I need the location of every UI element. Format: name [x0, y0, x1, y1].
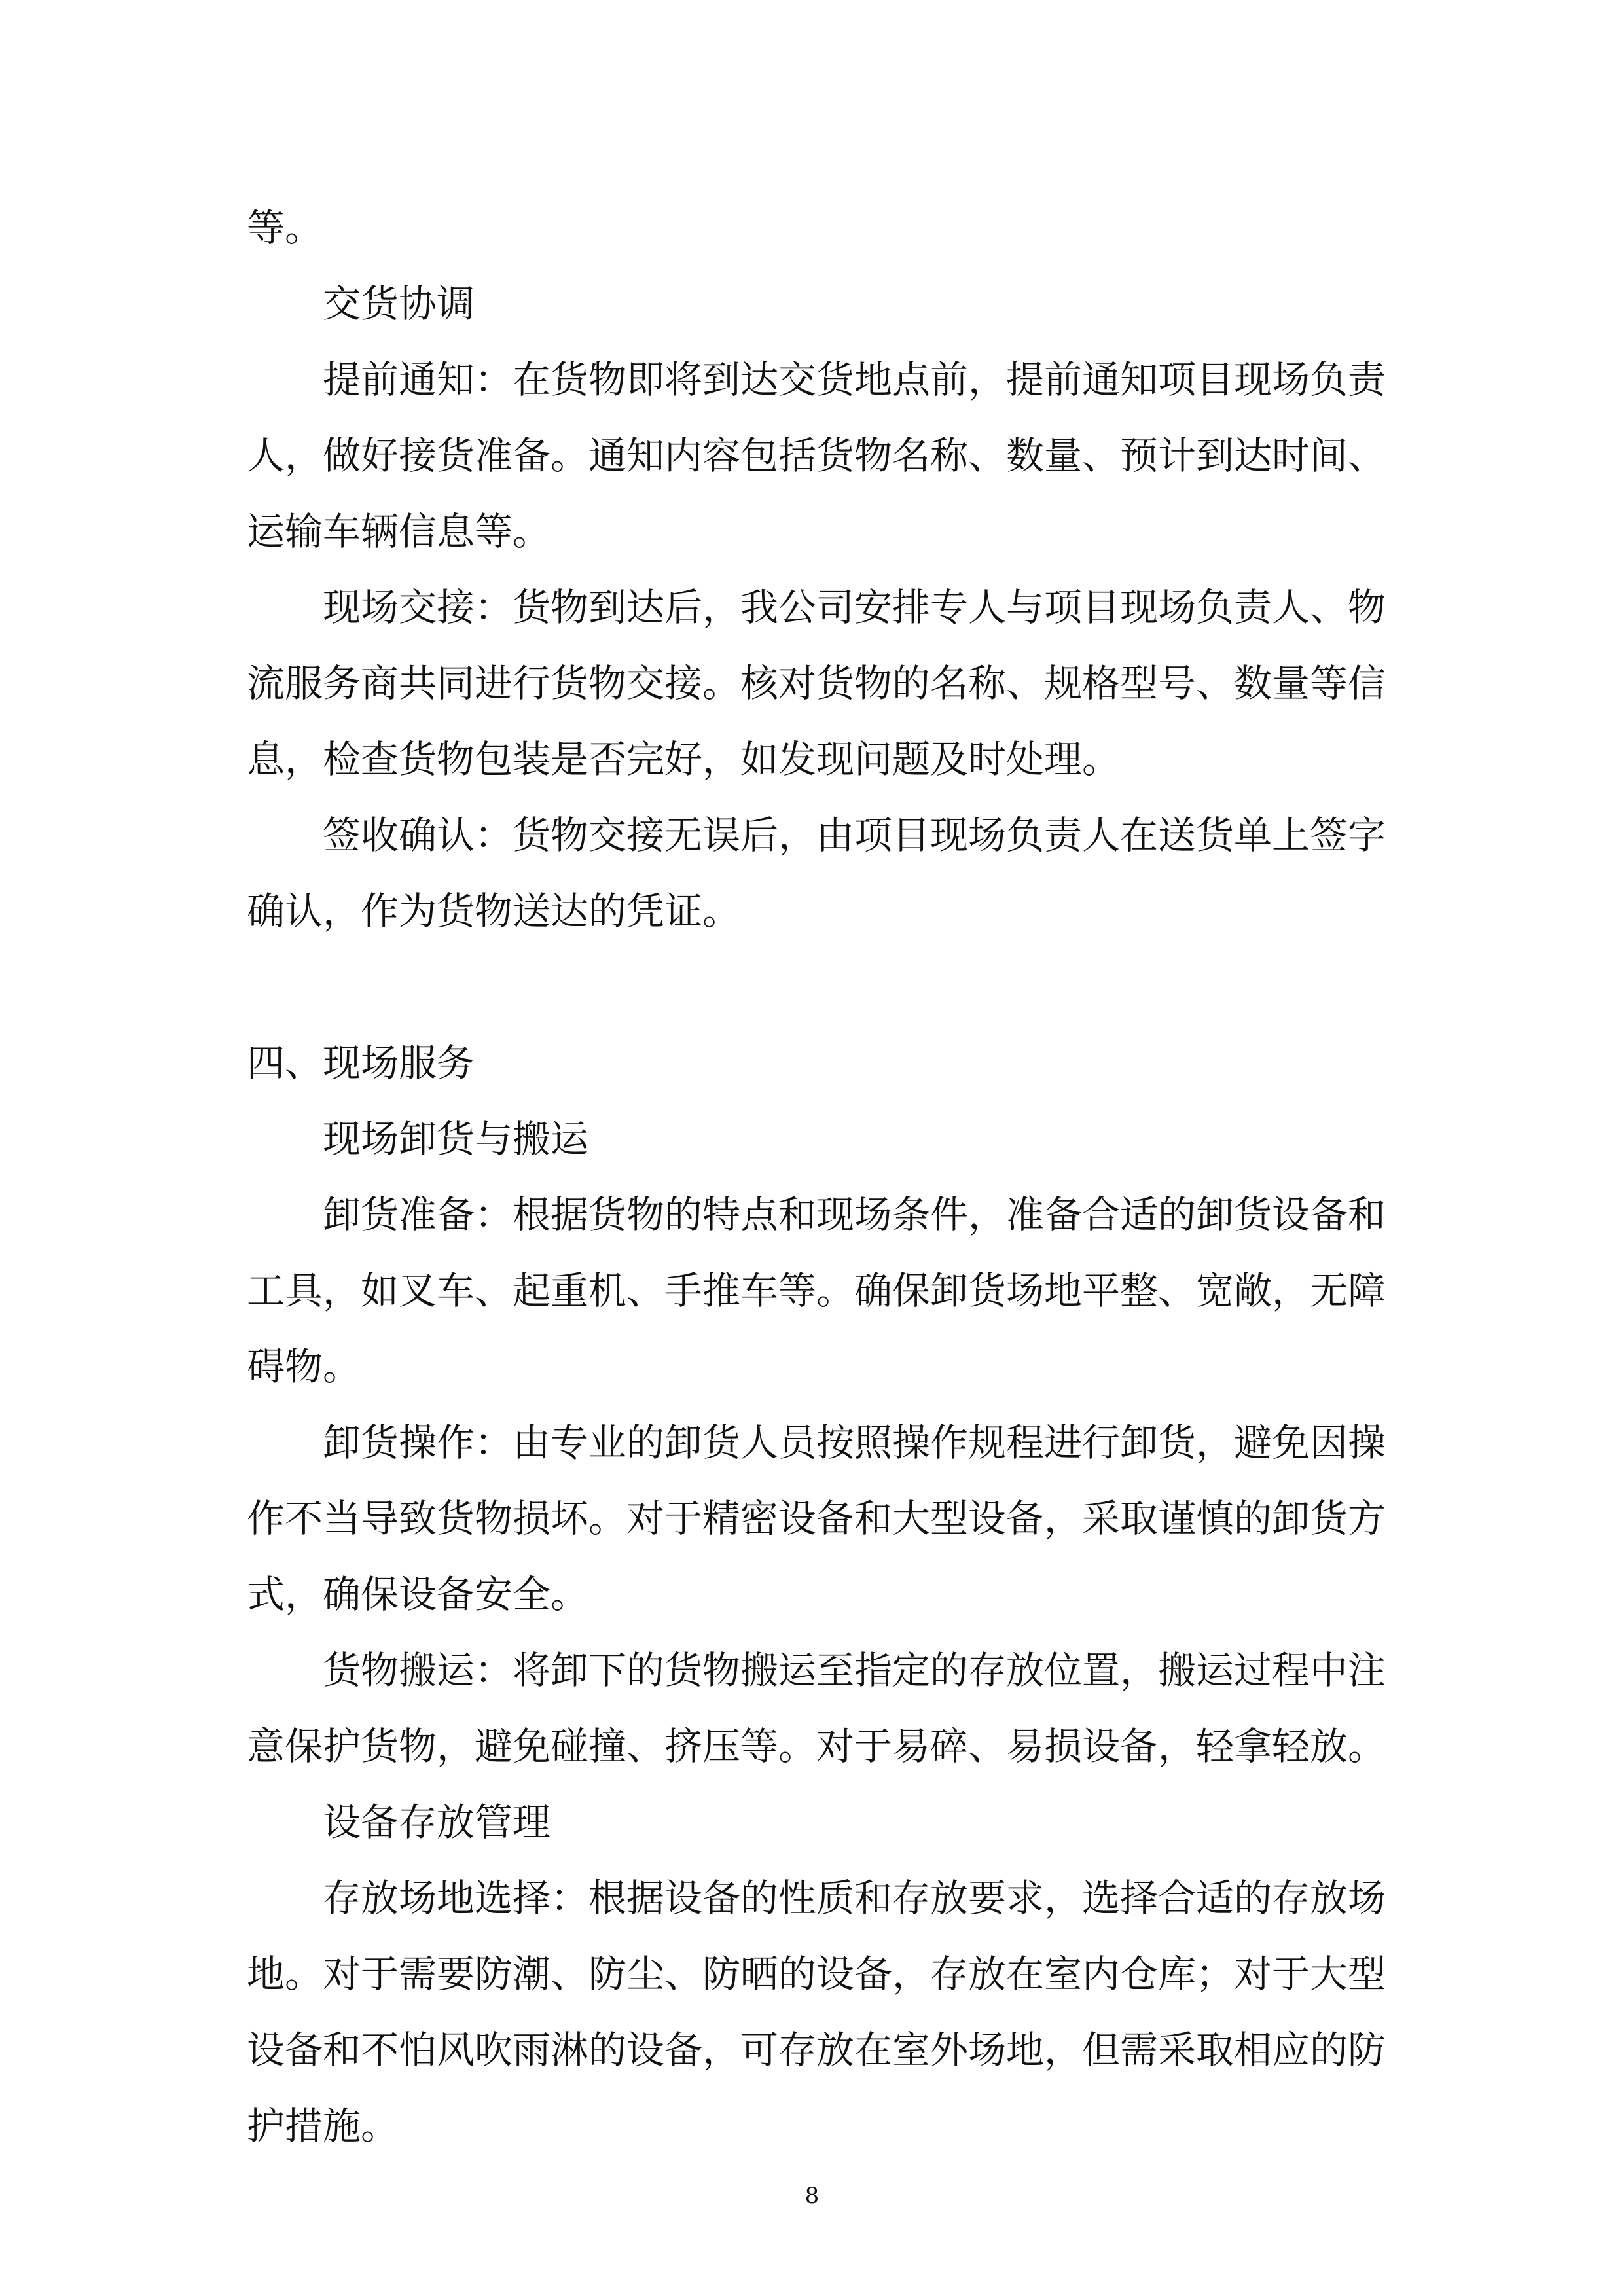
paragraph-line: 工具，如叉车、起重机、手推车等。确保卸货场地平整、宽敞，无障: [247, 1268, 1386, 1313]
document-body: [247, 190, 1386, 2164]
paragraph-line: 存放场地选择：根据设备的性质和存放要求，选择合适的存放场: [323, 1876, 1386, 1920]
paragraph-line: 人，做好接货准备。通知内容包括货物名称、数量、预计到达时间、: [247, 433, 1386, 478]
paragraph-line: 息，检查货物包装是否完好，如发现问题及时处理。: [247, 737, 1121, 781]
paragraph-line: 流服务商共同进行货物交接。核对货物的名称、规格型号、数量等信: [247, 661, 1386, 706]
paragraph-line: 护措施。: [247, 2104, 399, 2148]
paragraph-line: 碍物。: [247, 1344, 361, 1389]
section-onsite-service: [247, 1025, 1386, 2164]
paragraph-line: 提前通知：在货物即将到达交货地点前，提前通知项目现场负责: [323, 357, 1386, 402]
subheading-unloading: 现场卸货与搬运: [323, 1117, 589, 1161]
subheading-delivery-coordination: 交货协调: [323, 281, 475, 326]
paragraph-line: 货物搬运：将卸下的货物搬运至指定的存放位置，搬运过程中注: [323, 1648, 1386, 1693]
paragraph-line: 设备和不怕风吹雨淋的设备，可存放在室外场地，但需采取相应的防: [247, 2028, 1386, 2072]
page-number: 8: [804, 2183, 820, 2209]
paragraph-line: 式，确保设备安全。: [247, 1572, 589, 1617]
paragraph-line: 卸货准备：根据货物的特点和现场条件，准备合适的卸货设备和: [323, 1193, 1386, 1237]
paragraph-line: 现场交接：货物到达后，我公司安排专人与项目现场负责人、物: [323, 585, 1386, 630]
paragraph-line: 等。: [247, 206, 323, 250]
paragraph-line: 地。对于需要防潮、防尘、防晒的设备，存放在室内仓库；对于大型: [247, 1952, 1386, 1996]
paragraph-line: 签收确认：货物交接无误后，由项目现场负责人在送货单上签字: [323, 813, 1386, 857]
subheading-equipment-storage: 设备存放管理: [323, 1800, 551, 1844]
section-delivery-coordination: [247, 190, 1386, 949]
paragraph-line: 确认，作为货物送达的凭证。: [247, 889, 741, 933]
paragraph-line: 意保护货物，避免碰撞、挤压等。对于易碎、易损设备，轻拿轻放。: [247, 1724, 1386, 1768]
section-spacer: [247, 949, 1379, 1025]
paragraph-line: 卸货操作：由专业的卸货人员按照操作规程进行卸货，避免因操: [323, 1420, 1386, 1465]
section-heading-onsite-service: 四、现场服务: [247, 1041, 475, 1085]
paragraph-line: 作不当导致货物损坏。对于精密设备和大型设备，采取谨慎的卸货方: [247, 1496, 1386, 1541]
paragraph-line: 运输车辆信息等。: [247, 509, 551, 554]
